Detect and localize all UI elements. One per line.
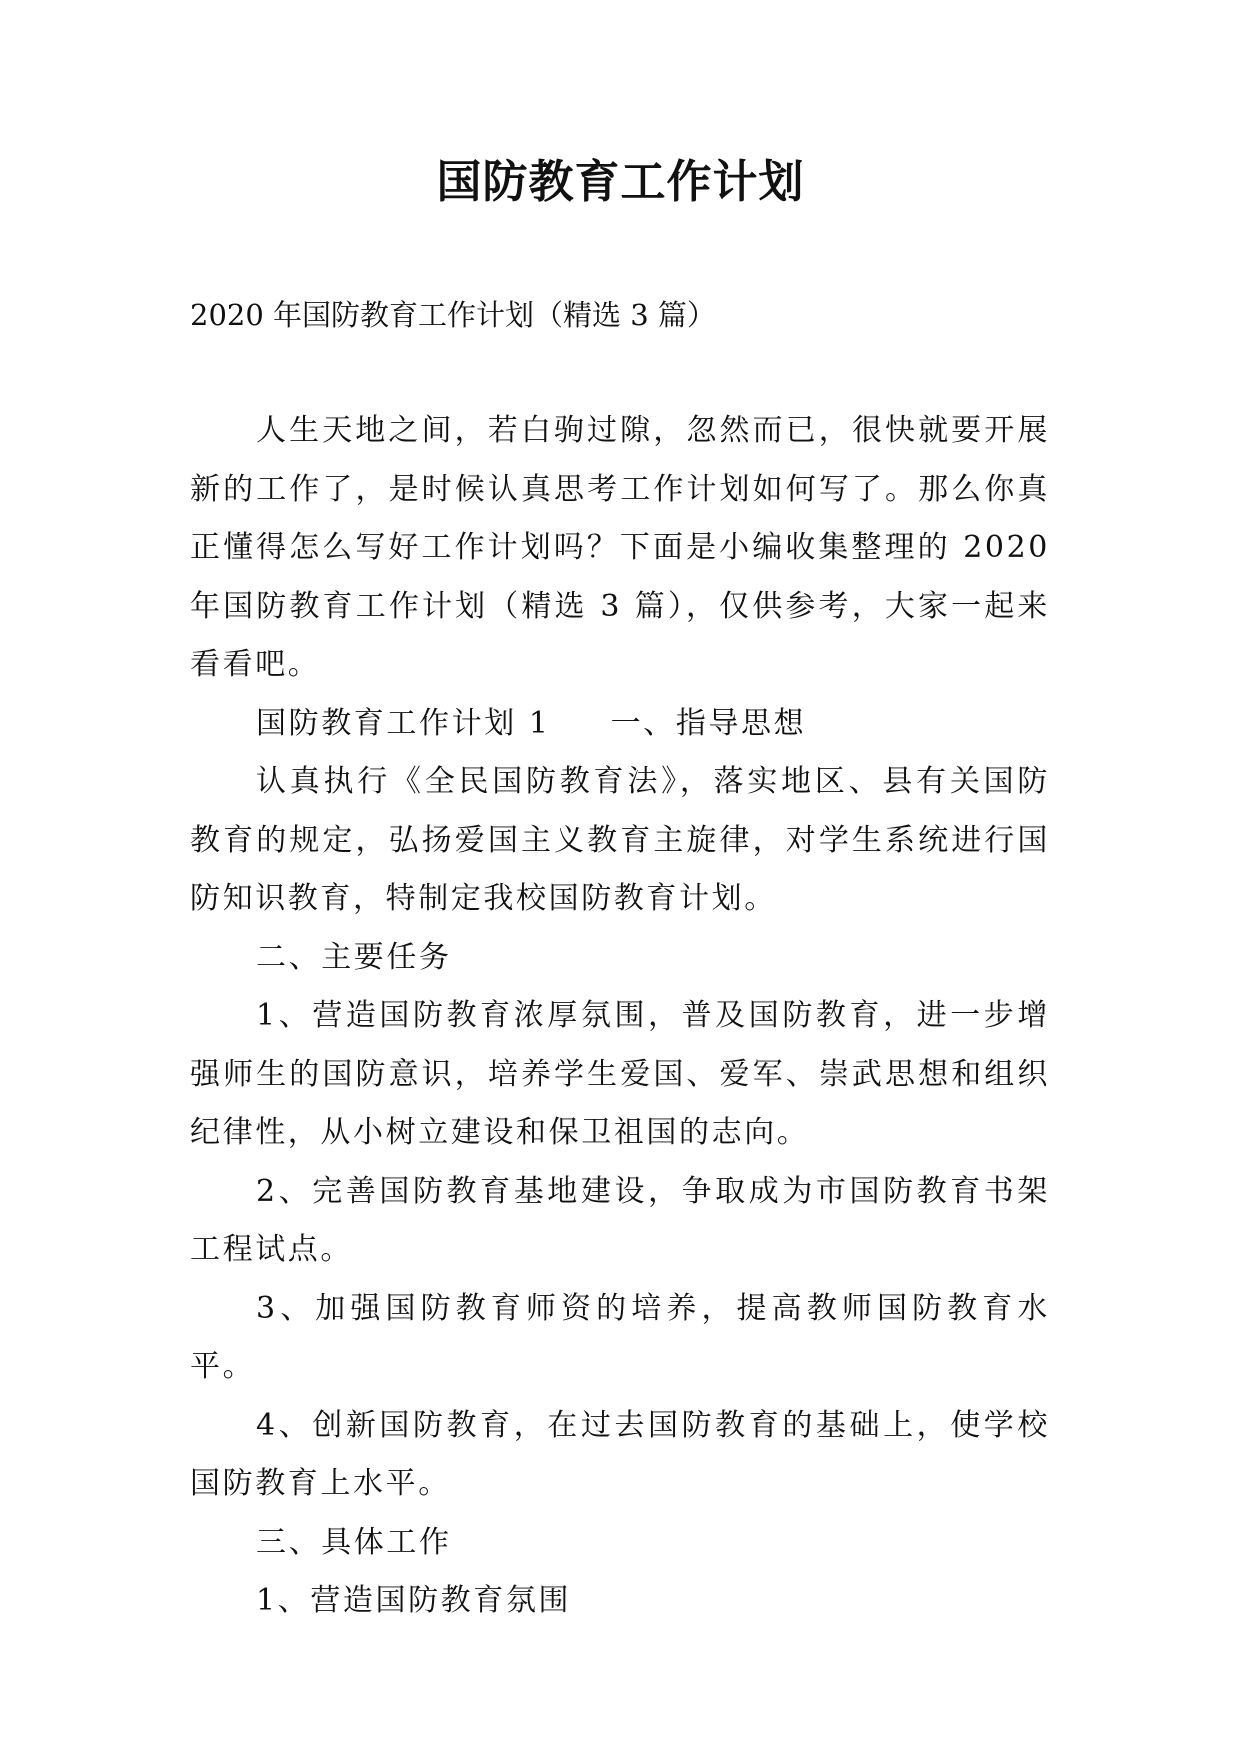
section1-heading: 一、指导思想 <box>610 705 807 741</box>
document-subtitle: 2020 年国防教育工作计划（精选 3 篇） <box>190 298 716 332</box>
task-item-3: 3、加强国防教育师资的培养，提高教师国防教育水平。 <box>190 1290 1050 1384</box>
task-item-4: 4、创新国防教育，在过去国防教育的基础上，使学校国防教育上水平。 <box>190 1407 1050 1501</box>
task-item-2: 2、完善国防教育基地建设，争取成为市国防教育书架工程试点。 <box>190 1173 1050 1267</box>
document-title: 国防教育工作计划 <box>436 155 805 208</box>
section2-heading: 二、主要任务 <box>256 939 452 975</box>
section3-heading: 三、具体工作 <box>256 1524 452 1560</box>
plan1-heading: 国防教育工作计划 1 <box>256 705 551 741</box>
document-body <box>190 402 1050 1631</box>
plan-heading-line <box>190 695 1050 754</box>
section1-body: 认真执行《全民国防教育法》，落实地区、县有关国防教育的规定，弘扬爱国主义教育主旋律，对学生系统进行国防知识教育，特制定我校国防教育计划。 <box>190 764 1050 916</box>
task-item-1: 1、营造国防教育浓厚氛围，普及国防教育，进一步增强师生的国防意识，培养学生爱国、爱军、崇武思想和组织纪律性，从小树立建设和保卫祖国的志向。 <box>190 998 1050 1150</box>
intro-paragraph: 人生天地之间，若白驹过隙，忽然而已，很快就要开展新的工作了，是时候认真思考工作计划如何写了。那么你真正懂得怎么写好工作计划吗？下面是小编收集整理的 2020 年国防教育工作计划（精选 3 篇），仅供参考，大家一起来看看吧。 <box>190 413 1050 682</box>
work-item-1: 1、营造国防教育氛围 <box>256 1583 572 1618</box>
